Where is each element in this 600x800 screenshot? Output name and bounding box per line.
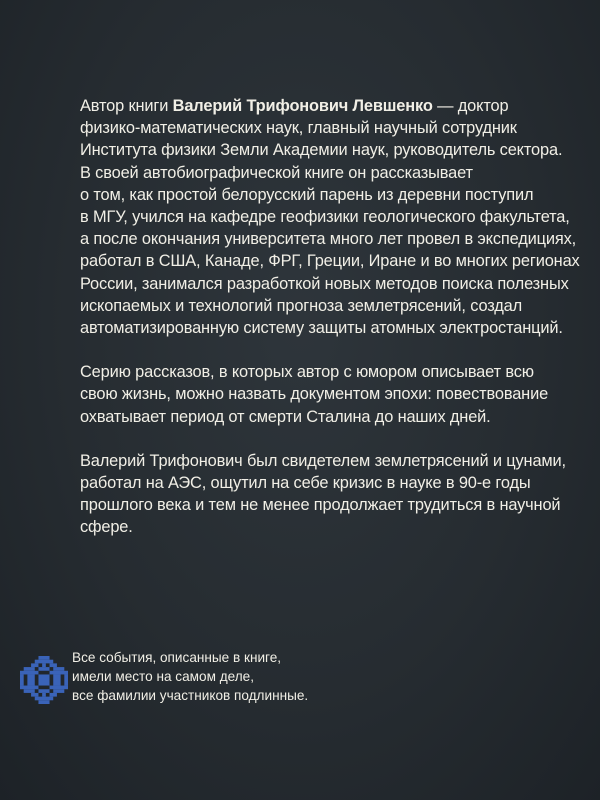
annotation-line: ископаемых и технологий прогноза землетрясений, создал — [80, 296, 523, 315]
annotation-paragraph-2 — [80, 361, 580, 428]
disclaimer-line: все фамилии участников подлинные. — [72, 688, 309, 703]
annotation-line: В своей автобиографической книге он рассказывает — [80, 163, 473, 182]
annotation-line: физико-математических наук, главный научный сотрудник — [80, 119, 517, 138]
annotation-line-tail: — доктор — [432, 97, 509, 115]
annotation-line: России, занимался разработкой новых методов поиска полезных — [80, 274, 569, 293]
annotation-line: а после окончания университета много лет провел в экспедициях, — [80, 230, 577, 249]
belarusian-ornament-icon — [20, 656, 68, 704]
annotation-line: работал в США, Канаде, ФРГ, Греции, Иране и во многих регионах — [80, 252, 580, 271]
annotation-paragraph-3 — [80, 450, 580, 539]
disclaimer-line: имели место на самом деле, — [72, 669, 255, 684]
annotation-line: работал на АЭС, ощутил на себе кризис в науке в 90-е годы — [80, 474, 531, 493]
annotation-line: в МГУ, учился на кафедре геофизики геологического факультета, — [80, 208, 570, 227]
author-name: Валерий Трифонович Левшенко — [172, 97, 433, 115]
disclaimer-text — [72, 648, 402, 705]
annotation-line: Института физики Земли Академии наук, руководитель сектора. — [80, 141, 563, 160]
disclaimer-line: Все события, описанные в книге, — [72, 650, 282, 665]
annotation-line: о том, как простой белорусский парень из деревни поступил — [80, 185, 534, 204]
annotation-line: Валерий Трифонович был свидетелем землетрясений и цунами, — [80, 451, 566, 470]
annotation-line: прошлого века и тем не менее продолжает трудиться в научной — [80, 496, 561, 515]
annotation-paragraph-1 — [80, 95, 580, 339]
annotation-line: охватывает период от смерти Сталина до наших дней. — [80, 407, 491, 426]
book-annotation — [80, 95, 580, 561]
ornament-shape — [20, 656, 68, 704]
annotation-line: автоматизированную систему защиты атомных электростанций. — [80, 319, 563, 338]
disclaimer-block — [20, 648, 580, 718]
annotation-line: Серию рассказов, в которых автор с юмором описывает всю — [80, 363, 534, 382]
annotation-line — [80, 95, 580, 117]
annotation-line: сфере. — [80, 518, 133, 537]
annotation-line: свою жизнь, можно назвать документом эпохи: повествование — [80, 385, 549, 404]
annotation-lead-text: Автор книги — [80, 97, 173, 115]
